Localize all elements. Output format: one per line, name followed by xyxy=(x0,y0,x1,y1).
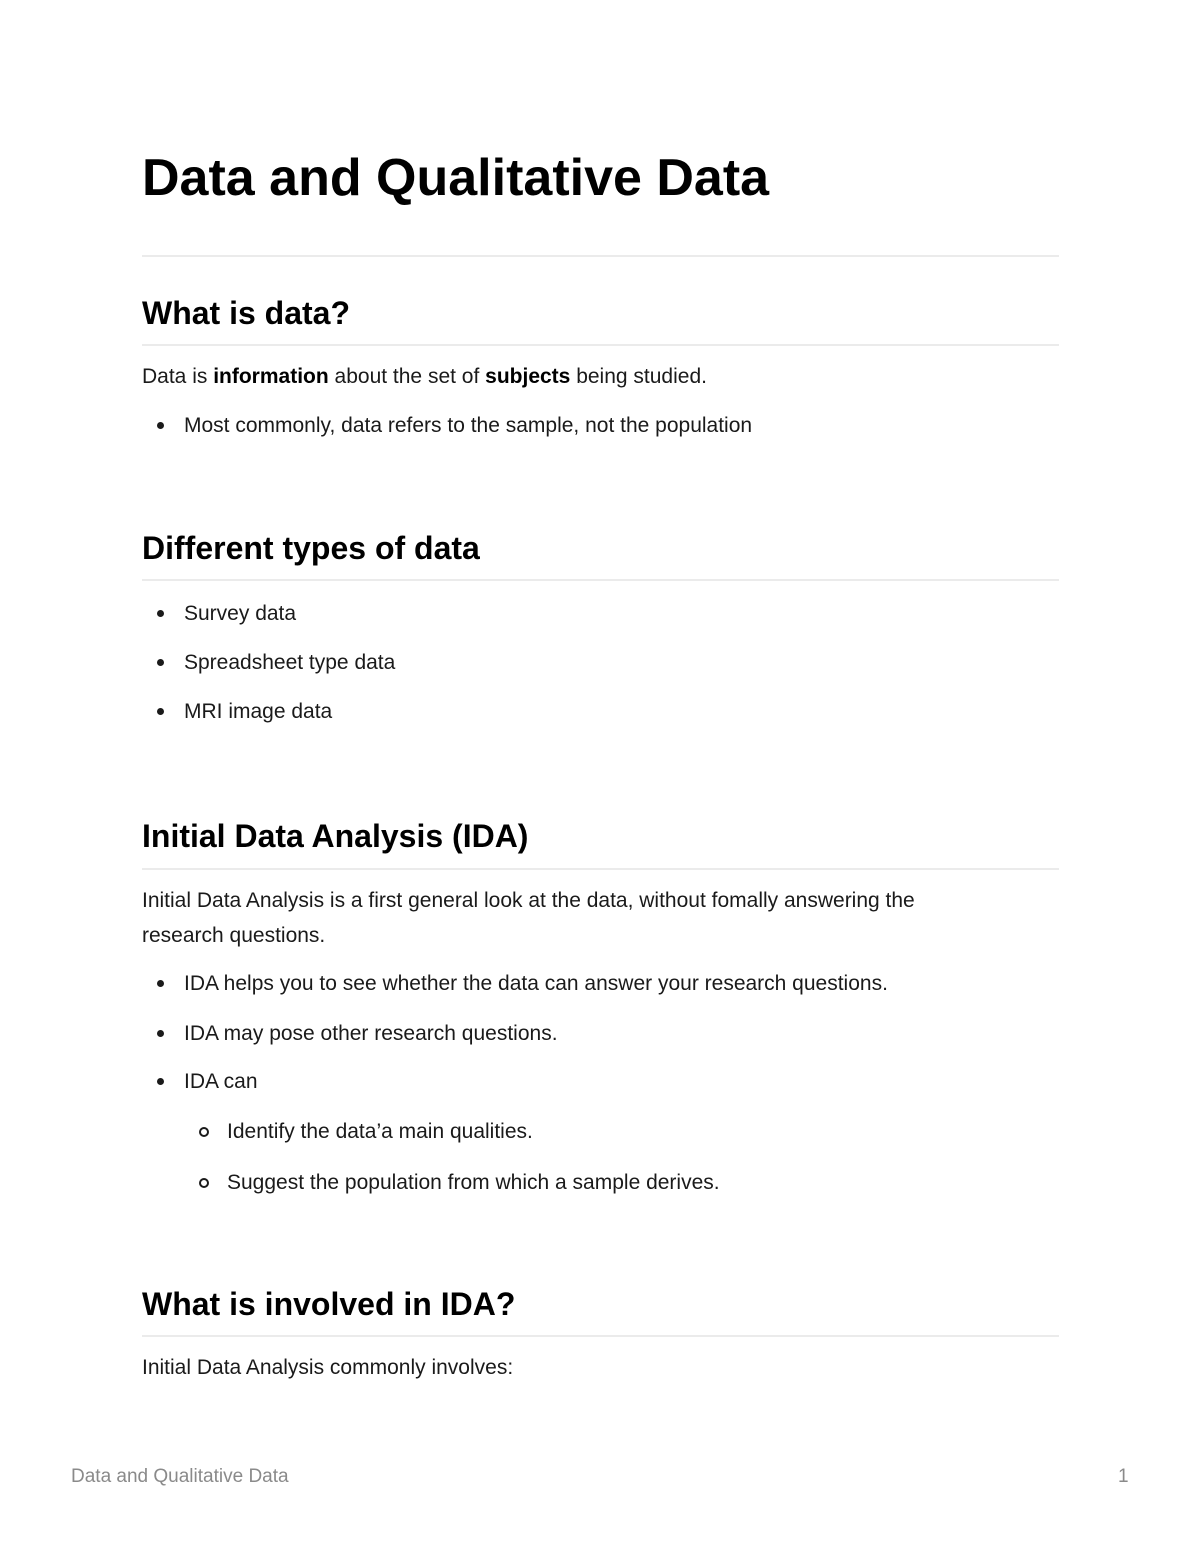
paragraph-line: research questions. xyxy=(142,924,326,947)
list-item-text: Spreadsheet type data xyxy=(184,651,396,674)
paragraph-ida-involves: Initial Data Analysis commonly involves: xyxy=(142,1356,514,1379)
hollow-bullet-icon xyxy=(199,1178,209,1188)
bullet-icon xyxy=(157,1030,164,1037)
bullet-icon xyxy=(157,610,164,617)
page-number: 1 xyxy=(1118,1466,1129,1487)
bold-term-information: information xyxy=(213,365,329,388)
hollow-bullet-icon xyxy=(199,1127,209,1137)
section-divider xyxy=(142,1335,1059,1337)
list-item-text: Most commonly, data refers to the sample, not the population xyxy=(184,414,753,437)
heading-what-is-involved: What is involved in IDA? xyxy=(142,1286,516,1322)
list-item-text: MRI image data xyxy=(184,700,333,723)
section-divider xyxy=(142,344,1059,346)
page-title: Data and Qualitative Data xyxy=(142,149,770,207)
heading-initial-data-analysis: Initial Data Analysis (IDA) xyxy=(142,818,529,854)
paragraph-ida-definition xyxy=(142,883,1042,953)
paragraph-line: Initial Data Analysis is a first general look at the data, without fomally answering the xyxy=(142,889,915,912)
text-run: Data is xyxy=(142,365,214,388)
bullet-icon xyxy=(157,659,164,666)
bullet-icon xyxy=(157,980,164,987)
paragraph-data-definition xyxy=(142,359,1042,394)
heading-what-is-data: What is data? xyxy=(142,295,351,331)
bullet-icon xyxy=(157,1078,164,1085)
bold-term-subjects: subjects xyxy=(485,365,571,388)
bullet-icon xyxy=(157,422,164,429)
bullet-icon xyxy=(157,708,164,715)
list-item-text: Identify the data’a main qualities. xyxy=(227,1120,533,1143)
footer-title: Data and Qualitative Data xyxy=(71,1466,289,1487)
text-run: being studied. xyxy=(570,365,707,388)
list-item-text: Survey data xyxy=(184,602,297,625)
heading-types-of-data: Different types of data xyxy=(142,530,480,566)
title-divider xyxy=(142,255,1059,257)
section-divider xyxy=(142,868,1059,870)
list-item-text: IDA helps you to see whether the data can answer your research questions. xyxy=(184,972,888,995)
section-divider xyxy=(142,579,1059,581)
list-item-text: Suggest the population from which a sample derives. xyxy=(227,1171,720,1194)
text-run: about the set of xyxy=(328,365,486,388)
list-item-text: IDA may pose other research questions. xyxy=(184,1022,558,1045)
list-item-text: IDA can xyxy=(184,1070,258,1093)
